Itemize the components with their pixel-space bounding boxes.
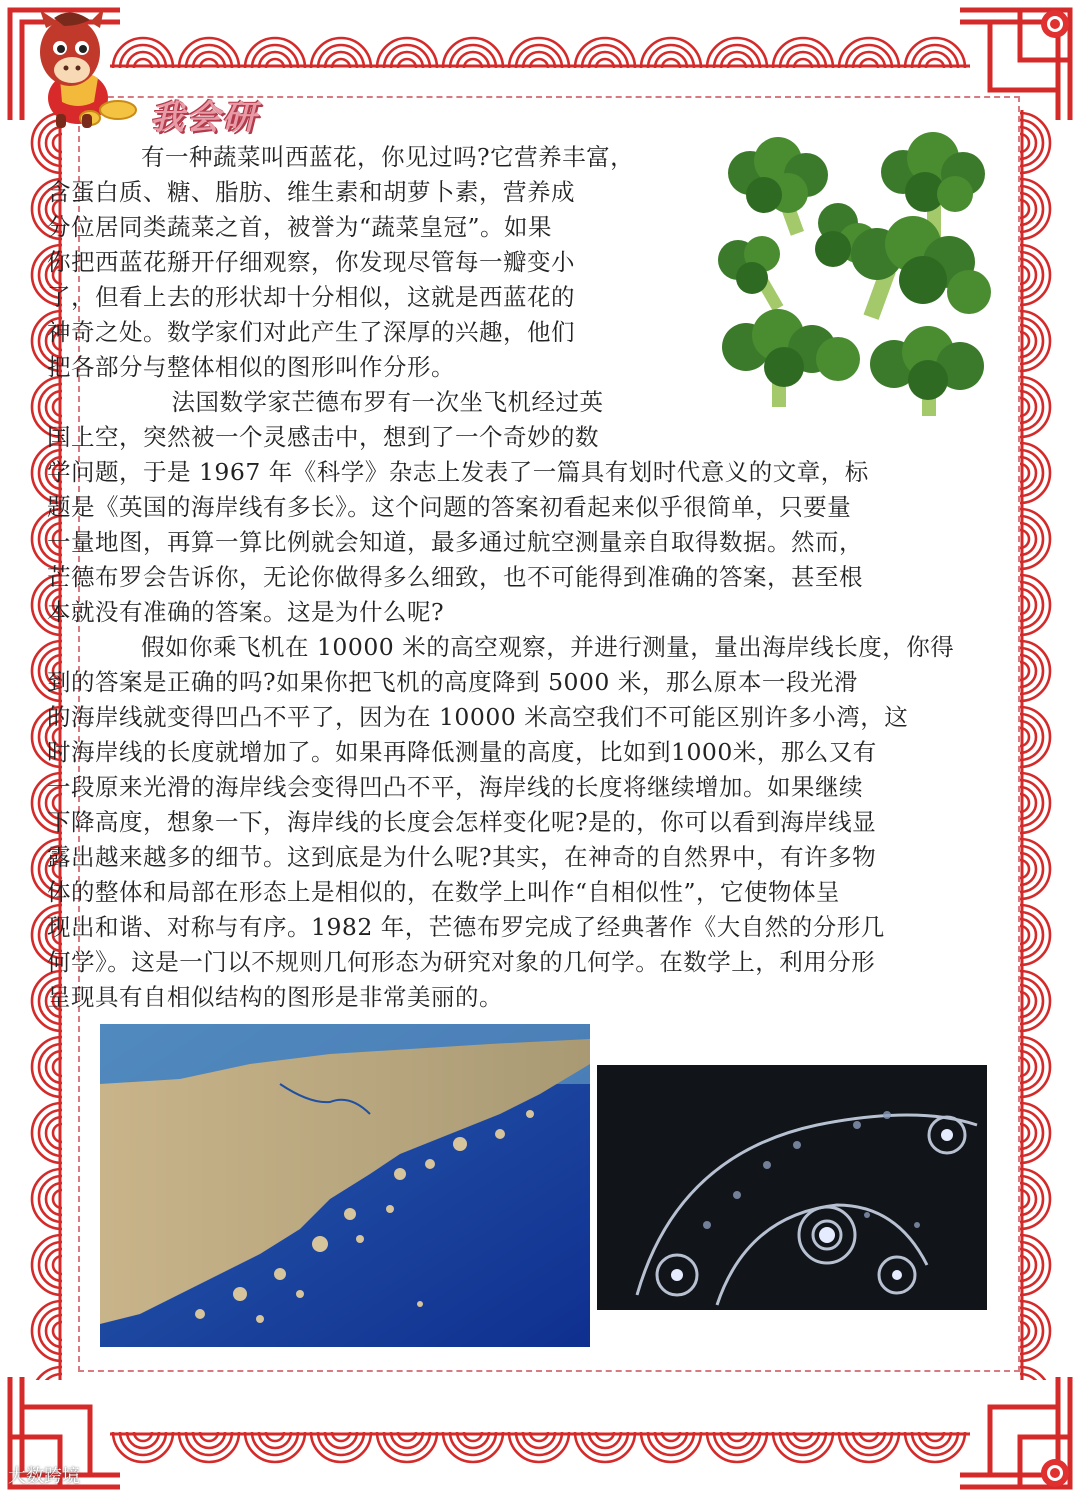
- frame-right-pattern: [1020, 110, 1080, 1380]
- fractal-image: [597, 1065, 987, 1310]
- frame-bottom-pattern: [110, 1432, 970, 1497]
- frame-top-pattern: [110, 0, 970, 68]
- paragraph-mandelbrot: 法国数学家芒德布罗有一次坐飞机经过英 国上空，突然被一个灵感击中，想到了一个奇妙的数 学问题，于是 1967 年《科学》杂志上发表了一篇具有划时代意义的文章，标 题是《英国的海岸线有多长》。这个问题的答案初看起来似乎很简单，只要量 一量地图，再算一算比例就会知道，最多通过航空测量亲自取得数据。然而， 芒德布罗会告诉你，无论你做得多么细致，也不可能得到准确的答案，甚至根 本就没有准确的答案。这是为什么呢?: [47, 388, 869, 626]
- paragraph-coastline: 假如你乘飞机在 10000 米的高空观察，并进行测量，量出海岸线长度，你得 到的答案是正确的吗?如果你把飞机的高度降到 5000 米，那么原本一段光滑 的海岸线就变得凹凸不平了，因为在 10000 米高空我们不可能区别许多小湾，这 时海岸线的长度就增加了。如果再降低测量的高度，比如到1000米，那么又有 一段原来光滑的海岸线会变得凹凸不平，海岸线的长度将继续增加。如果继续 下降高度，想象一下，海岸线的长度会怎样变化呢?是的，你可以看到海岸线显 露出越来越多的细节。这到底是为什么呢?其实，在神奇的自然界中，有许多物 体的整体和局部在形态上是相似的，在数学上叫作“自相似性”，它使物体呈 现出和谐、对称与有序。1982 年，芒德布罗完成了经典著作《大自然的分形几 何学》。这是一门以不规则几何形态为研究对象的几何学。在数学上，利用分形 呈现具有自相似结构的图形是非常美丽的。: [47, 633, 955, 1011]
- corner-lattice-bottom-right: [960, 1377, 1080, 1497]
- watermark-text: 大数跨境: [8, 1466, 80, 1487]
- coastline-aerial-photo: [100, 1024, 590, 1347]
- paragraph-broccoli: 有一种蔬菜叫西蓝花，你见过吗?它营养丰富， 含蛋白质、糖、脂肪、维生素和胡萝卜素，营养成 分位居同类蔬菜之首，被誉为“蔬菜皇冠”。如果 你把西蓝花掰开仔细观察，你发现尽管每一瓣变小 了，但看上去的形状却十分相似，这就是西蓝花的 神奇之处。数学家们对此产生了深厚的兴趣，他们 把各部分与整体相似的图形叫作分形。: [47, 143, 635, 381]
- section-heading: 我会研: [150, 98, 258, 138]
- article-text: [47, 140, 1020, 1015]
- horse-mascot-illustration: [20, 6, 140, 132]
